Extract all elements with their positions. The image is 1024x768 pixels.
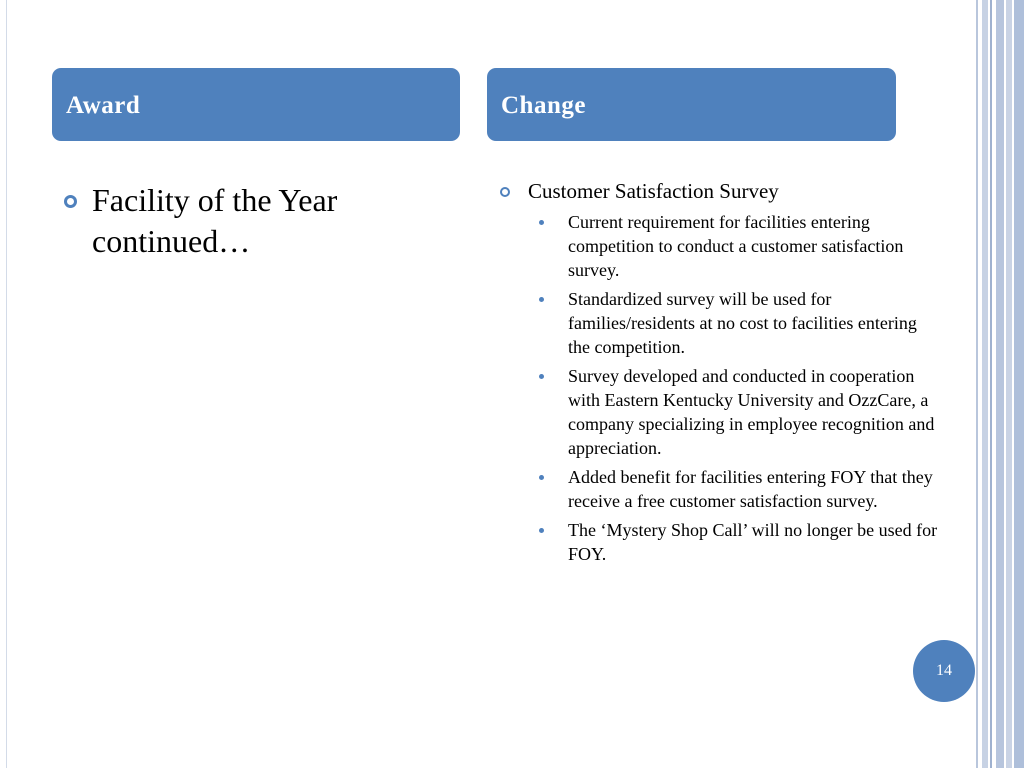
sub-bullet (568, 465, 940, 513)
dot-bullet-icon (539, 528, 544, 533)
dot-bullet-icon (539, 297, 544, 302)
dot-bullet-icon (539, 374, 544, 379)
change-header-label: Change (501, 92, 586, 119)
award-content (62, 180, 442, 262)
stripe (990, 0, 992, 768)
award-bullet (62, 180, 442, 262)
sub-bullet (568, 210, 940, 282)
sub-bullet (568, 518, 940, 566)
change-bullet-text: Customer Satisfaction Survey (528, 179, 779, 203)
stripe (1006, 0, 1012, 768)
stripe (976, 0, 978, 768)
stripe (1014, 0, 1024, 768)
sub-bullet-text: Added benefit for facilities entering FOY that they receive a free customer satisfaction survey. (568, 467, 933, 511)
change-bullet (497, 178, 942, 205)
award-header-label: Award (66, 92, 141, 119)
sub-bullet (568, 364, 940, 460)
change-content (497, 178, 942, 571)
dot-bullet-icon (539, 220, 544, 225)
stripe (996, 0, 1004, 768)
page-number: 14 (936, 662, 952, 679)
sub-bullet-text: The ‘Mystery Shop Call’ will no longer be used for FOY. (568, 520, 938, 564)
page-number-badge (913, 640, 975, 702)
ring-bullet-icon (500, 187, 510, 197)
decorative-side-stripes (976, 0, 1024, 768)
sub-bullet-text: Survey developed and conducted in cooperation with Eastern Kentucky University and OzzCare, a company specializing in employee recognition and appreciation. (568, 366, 935, 458)
sub-bullet-text: Standardized survey will be used for families/residents at no cost to facilities entering the competition. (568, 289, 917, 357)
stripe (982, 0, 988, 768)
sub-bullet-text: Current requirement for facilities entering competition to conduct a customer satisfaction survey. (568, 212, 904, 280)
sub-bullet (568, 287, 940, 359)
change-sub-bullets (497, 210, 942, 566)
left-edge-border (0, 0, 7, 768)
dot-bullet-icon (539, 475, 544, 480)
ring-bullet-icon (64, 195, 77, 208)
change-header (487, 68, 896, 141)
award-header (52, 68, 460, 141)
award-bullet-text: Facility of the Year continued… (92, 182, 338, 259)
